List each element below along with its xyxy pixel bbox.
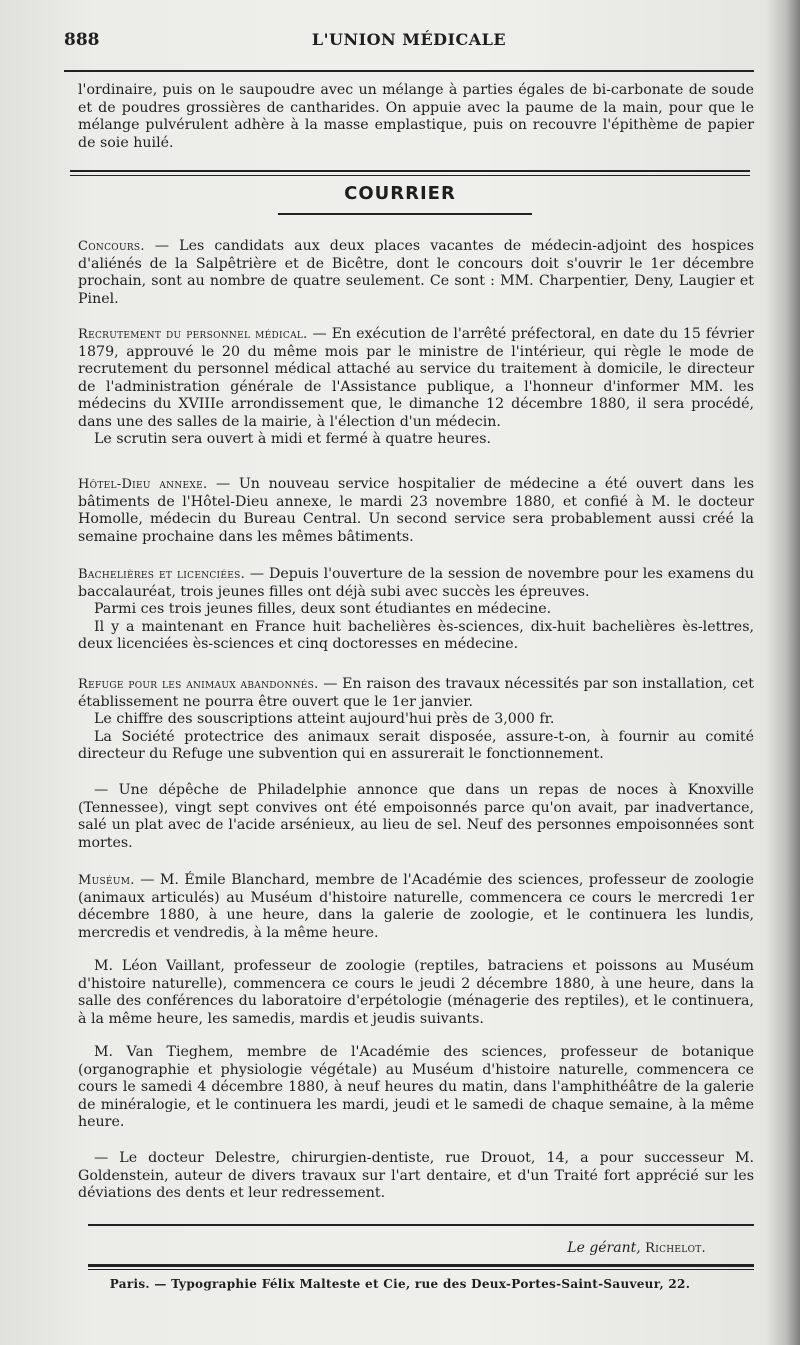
continuation-paragraph: l'ordinaire, puis on le saupoudre avec un mélange à parties égales de bi-carbonate de soude et de poudres grossières de cantharides. On appuie avec la paume de la main, pour que le mélange pulvérulent adhère à la masse emplastique, puis on recouvre l'épithème de papier de soie huilé. — [78, 82, 754, 151]
footer-rule-top — [88, 1224, 754, 1226]
item-paragraph: — En raison des travaux nécessités par son installation, cet établissement ne pourra être ouvert que le 1er janvier. — [78, 676, 754, 710]
section-title-underline — [278, 213, 532, 215]
item-paragraph: M. Léon Vaillant, professeur de zoologie (reptiles, batraciens et poissons au Muséum d'histoire naturelle), commencera ce cours le jeudi 2 décembre 1880, à une heure, dans la salle des conférences du laboratoire d'erpétologie (ménagerie des reptiles), et le continuera, à la même heure, les samedis, mardis et jeudis suivants. — [78, 958, 754, 1027]
item-heading: Concours. — [78, 239, 145, 254]
item-paragraph: Le chiffre des souscriptions atteint aujourd'hui près de 3,000 fr. — [94, 711, 555, 727]
item-delestre — [78, 1150, 754, 1203]
item-paragraph: Parmi ces trois jeunes filles, deux sont étudiantes en médecine. — [94, 601, 552, 617]
item-paragraph: M. Van Tieghem, membre de l'Académie des sciences, professeur de botanique (organographie et physiologie végétale) au Muséum d'histoire naturelle, commencera ce cours le samedi 4 décembre 1880, à neuf heures du matin, dans l'amphithéâtre de la galerie de minéralogie, et le continuera les mardi, jeudi et le samedi de chaque semaine, à la même heure. — [78, 1044, 754, 1130]
section-rule-top — [70, 170, 750, 172]
item-paragraph: — En exécution de l'arrêté préfectoral, en date du 15 février 1879, approuvé le 20 du même mois par le ministre de l'intérieur, qui règle le mode de recrutement du personnel médical attaché au service du traitement à domicile, le directeur de l'administration générale de l'Assistance publique, a l'honneur d'informer MM. les médecins du XVIIIe arrondissement que, le dimanche 12 décembre 1880, il sera procédé, dans une des salles de la mairie, à l'élection d'un médecin. — [78, 326, 755, 430]
item-paragraph: — Un nouveau service hospitalier de médecine a été ouvert dans les bâtiments de l'Hôtel-Dieu annexe, le mardi 23 novembre 1880, et confié à M. le docteur Homolle, médecin du Bureau Central. Un second service sera probablement aussi créé la semaine prochaine dans les mêmes bâtiments. — [78, 476, 754, 545]
section-title: COURRIER — [344, 183, 456, 204]
item-heading: Hôtel-Dieu annexe. — [78, 477, 208, 492]
item-concours — [78, 238, 754, 308]
item-paragraph: La Société protectrice des animaux serait disposée, assure-t-on, à fournir au comité directeur du Refuge une subvention qui en assurerait le fonctionnement. — [78, 728, 754, 762]
item-heading: Bachelières et licenciées. — [78, 567, 246, 582]
item-recrutement — [78, 326, 754, 449]
item-refuge — [78, 676, 754, 764]
item-paragraph: — M. Émile Blanchard, membre de l'Académie des sciences, professeur de zoologie (animaux articulés) au Muséum d'histoire naturelle, commencera ce cours le mercredi 1er décembre 1880, à une heure, dans la galerie de zoologie, et le continuera les lundis, mercredis et vendredis, à la même heure. — [78, 872, 754, 941]
item-heading: Refuge pour les animaux abandonnés. — [78, 677, 319, 692]
item-paragraph: — Les candidats aux deux places vacantes de médecin-adjoint des hospices d'aliénés de la Salpêtrière et de Bicêtre, dont le concours doit s'ouvrir le 1er décembre prochain, sont au nombre de quatre seulement. Ce sont : MM. Charpentier, Deny, Laugier et Pinel. — [78, 238, 754, 307]
signature — [78, 1240, 706, 1256]
item-heading: Muséum. — [78, 873, 135, 888]
item-heading: Recrutement du personnel médical. — [78, 327, 308, 342]
item-museum-vaillant — [78, 958, 754, 1028]
signature-role: Le gérant, — [567, 1240, 641, 1256]
item-paragraph: — Depuis l'ouverture de la session de novembre pour les examens du baccalauréat, trois jeunes filles ont déjà subi avec succès les épreuves. — [78, 566, 754, 600]
section-rule-top-thin — [70, 175, 750, 176]
imprint: Paris. — Typographie Félix Malteste et Cie, rue des Deux-Portes-Saint-Sauveur, 22. — [109, 1277, 691, 1291]
item-paragraph: — Le docteur Delestre, chirurgien-dentiste, rue Drouot, 14, a pour successeur M. Goldenstein, auteur de divers travaux sur l'art dentaire, et d'un Traité fort apprécié sur les déviations des dents et leur redressement. — [78, 1150, 754, 1201]
item-bachelieres — [78, 566, 754, 654]
item-museum-blanchard — [78, 872, 754, 942]
signature-name: Richelot. — [645, 1241, 706, 1256]
item-hotel-dieu — [78, 476, 754, 546]
journal-title: L'UNION MÉDICALE — [311, 30, 507, 49]
header-rule — [64, 70, 754, 72]
footer-rule-bottom-thin — [88, 1269, 754, 1270]
item-paragraph: — Une dépêche de Philadelphie annonce que dans un repas de noces à Knoxville (Tennessee), vingt sept convives ont été empoisonnés parce qu'on avait, par inadvertance, salé un plat avec de l'acide arsénieux, au lieu de sel. Neuf des personnes empoisonnées sont mortes. — [78, 782, 754, 851]
running-head — [64, 30, 754, 58]
page-number: 888 — [64, 30, 100, 50]
item-paragraph: Le scrutin sera ouvert à midi et fermé à quatre heures. — [94, 431, 492, 447]
item-philadelphie — [78, 782, 754, 852]
continuation-text — [78, 82, 754, 152]
item-museum-van-tieghem — [78, 1044, 754, 1132]
footer-rule-bottom — [88, 1264, 754, 1267]
item-paragraph: Il y a maintenant en France huit bachelières ès-sciences, dix-huit bachelières ès-lettres, deux licenciées ès-sciences et cinq doctoresses en médecine. — [78, 618, 754, 652]
